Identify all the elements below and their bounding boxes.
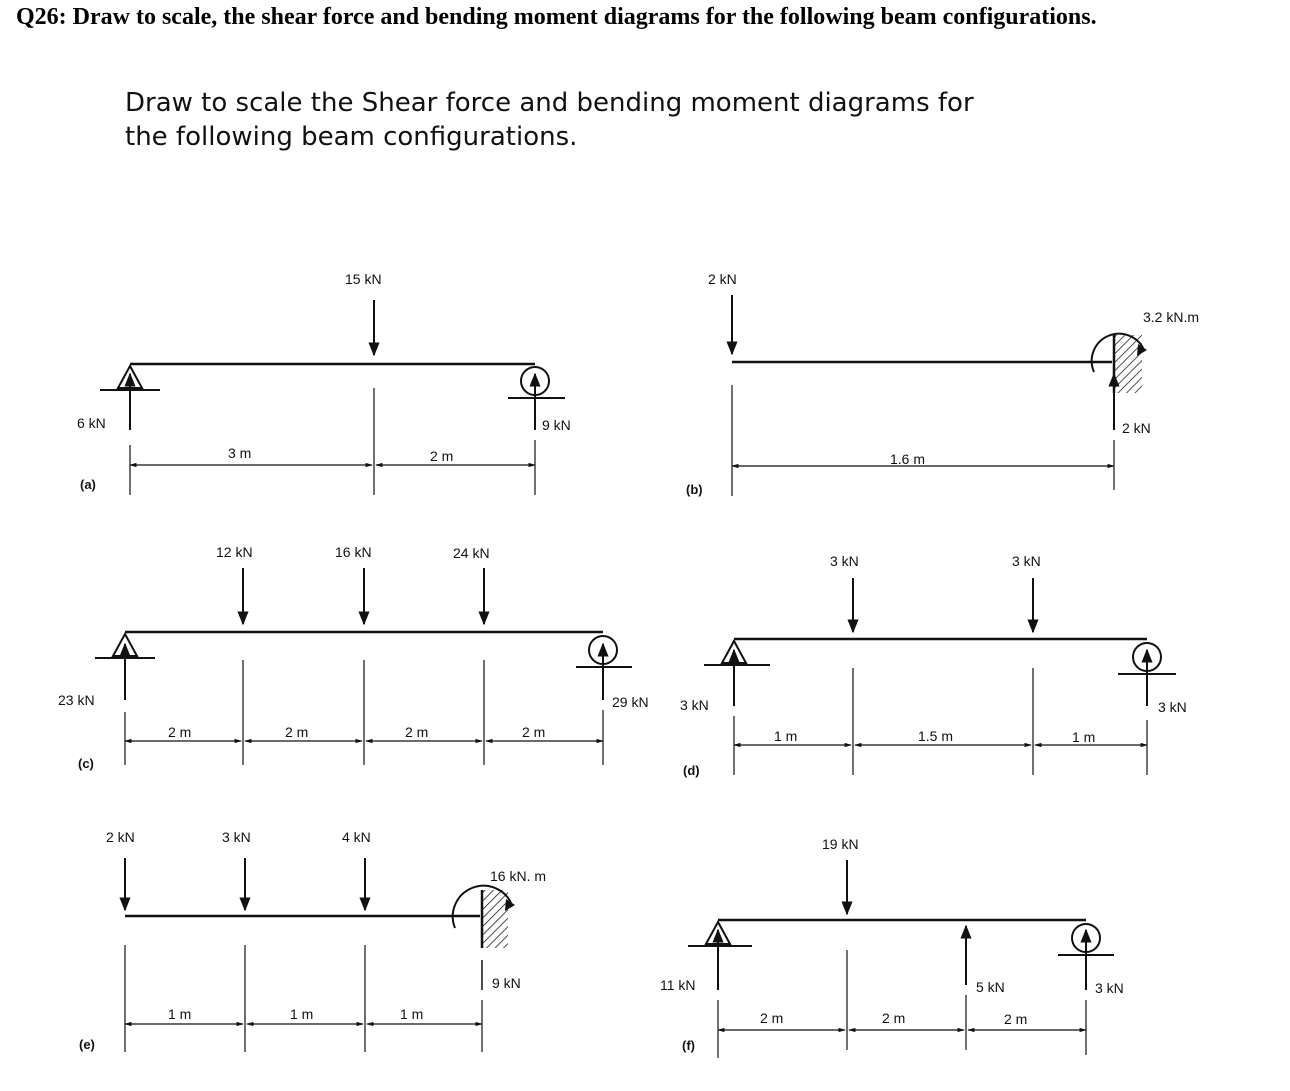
- figure-caption: (e): [79, 1037, 95, 1052]
- span-label: 1 m: [290, 1006, 314, 1022]
- span-label: 2 m: [405, 724, 429, 740]
- moment-label: 16 kN. m: [490, 868, 547, 884]
- beam-a: [100, 300, 565, 495]
- reaction-label: 9 kN: [492, 975, 521, 991]
- beam-f: [688, 860, 1114, 1058]
- span-label: 2 m: [168, 724, 192, 740]
- beam-d: [704, 578, 1176, 775]
- span-label: 2 m: [760, 1010, 784, 1026]
- instruction-line-1: Draw to scale the Shear force and bending moment diagrams for: [125, 88, 974, 118]
- span-label: 2 m: [882, 1010, 906, 1026]
- beam-b: [732, 295, 1147, 496]
- span-label: 2 m: [1004, 1011, 1028, 1027]
- figure-caption: (d): [683, 763, 700, 778]
- span-label: 1 m: [400, 1006, 424, 1022]
- span-label: 1.5 m: [918, 728, 954, 744]
- figure-caption: (a): [80, 477, 96, 492]
- load-label: 16 kN: [335, 544, 372, 560]
- figure-caption: (b): [686, 482, 703, 497]
- load-label: 24 kN: [453, 545, 490, 561]
- fixed-support-icon: [1114, 335, 1142, 393]
- instruction-line-2: the following beam configurations.: [125, 122, 578, 152]
- load-label: 2 kN: [708, 271, 737, 287]
- span-label: 2 m: [285, 724, 309, 740]
- span-label: 2 m: [430, 448, 454, 464]
- span-label: 1 m: [774, 728, 798, 744]
- span-label: 1.6 m: [890, 451, 926, 467]
- pin-support-icon: [688, 922, 752, 946]
- load-label: 2 kN: [106, 829, 135, 845]
- beam-e: [125, 858, 515, 1052]
- reaction-label: 11 kN: [660, 977, 696, 993]
- reaction-label: 23 kN: [58, 692, 95, 708]
- span-label: 1 m: [1072, 729, 1096, 745]
- fixed-support-icon: [482, 890, 508, 948]
- figure-caption: (c): [78, 756, 94, 771]
- load-label: 3 kN: [222, 829, 251, 845]
- load-label: 3 kN: [830, 553, 859, 569]
- span-label: 1 m: [168, 1006, 192, 1022]
- roller-support-icon: [508, 367, 565, 398]
- pin-support-icon: [704, 641, 770, 665]
- reaction-label: 2 kN: [1122, 420, 1151, 436]
- moment-label: 3.2 kN.m: [1143, 309, 1200, 325]
- load-label: 19 kN: [822, 836, 859, 852]
- load-label: 3 kN: [1012, 553, 1041, 569]
- reaction-label: 3 kN: [1158, 699, 1187, 715]
- load-label: 4 kN: [342, 829, 371, 845]
- reaction-label: 3 kN: [1095, 980, 1124, 996]
- reaction-label: 3 kN: [680, 697, 709, 713]
- reaction-label: 9 kN: [542, 417, 571, 433]
- figure-caption: (f): [682, 1038, 695, 1053]
- span-label: 3 m: [228, 445, 252, 461]
- question-title: Q26: Draw to scale, the shear force and bending moment diagrams for the following beam configurations.: [16, 4, 1097, 30]
- load-label: 15 kN: [345, 271, 382, 287]
- reaction-label: 29 kN: [612, 694, 649, 710]
- span-label: 2 m: [522, 724, 546, 740]
- load-label: 5 kN: [976, 979, 1005, 995]
- reaction-label: 6 kN: [77, 415, 106, 431]
- load-label: 12 kN: [216, 544, 253, 560]
